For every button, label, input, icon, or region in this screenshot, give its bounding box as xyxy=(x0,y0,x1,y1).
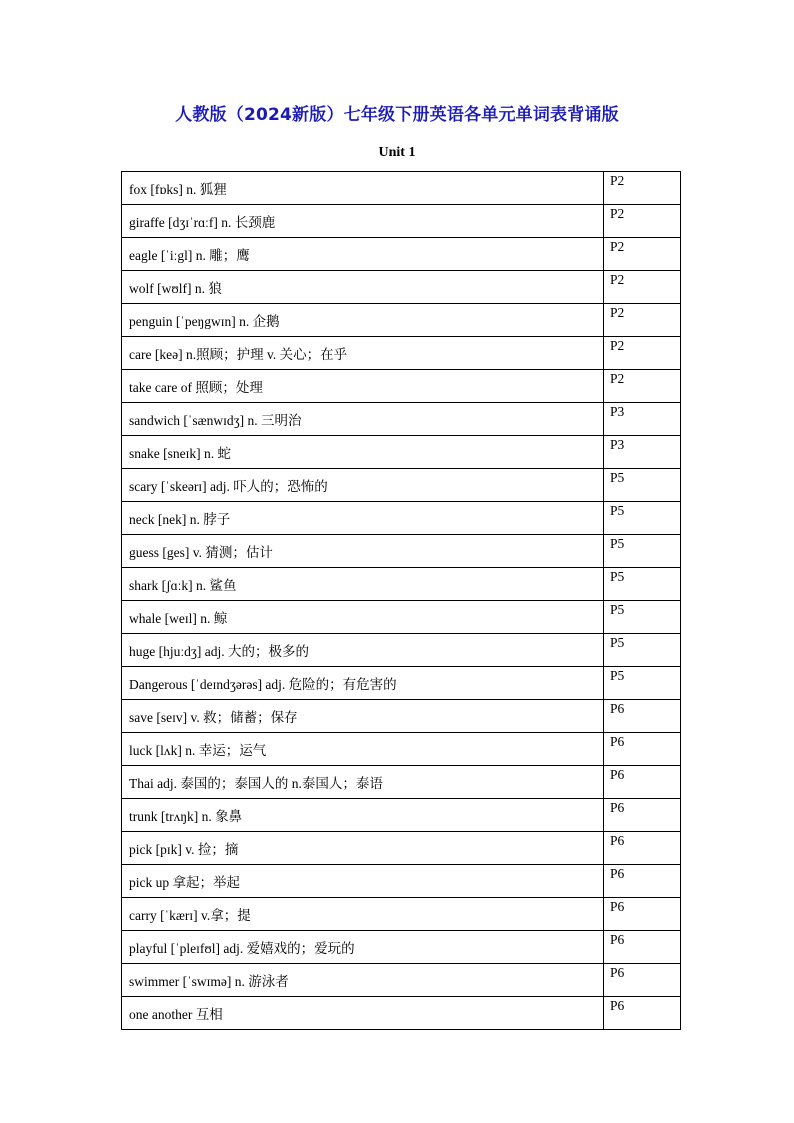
page-reference: P2 xyxy=(604,304,681,337)
page-reference: P5 xyxy=(604,535,681,568)
page-reference: P2 xyxy=(604,205,681,238)
page-reference: P2 xyxy=(604,271,681,304)
table-row xyxy=(122,469,681,502)
table-row xyxy=(122,865,681,898)
page-reference: P5 xyxy=(604,601,681,634)
vocab-entry: whale [weɪl] n. 鲸 xyxy=(122,601,604,634)
table-row xyxy=(122,799,681,832)
document-title: 人教版（2024新版）七年级下册英语各单元单词表背诵版 xyxy=(175,105,619,125)
vocabulary-table xyxy=(121,171,681,1030)
table-row xyxy=(122,667,681,700)
vocab-entry: pick up 拿起；举起 xyxy=(122,865,604,898)
vocab-entry: eagle [ˈiːgl] n. 雕；鹰 xyxy=(122,238,604,271)
page-reference: P5 xyxy=(604,502,681,535)
vocab-entry: carry [ˈkærɪ] v.拿；提 xyxy=(122,898,604,931)
page-reference: P6 xyxy=(604,766,681,799)
page-reference: P2 xyxy=(604,238,681,271)
table-row xyxy=(122,997,681,1030)
vocab-entry: Dangerous [ˈdeɪndʒərəs] adj. 危险的；有危害的 xyxy=(122,667,604,700)
page-reference: P5 xyxy=(604,469,681,502)
table-row xyxy=(122,535,681,568)
page-reference: P6 xyxy=(604,931,681,964)
table-row xyxy=(122,964,681,997)
vocab-entry: snake [sneɪk] n. 蛇 xyxy=(122,436,604,469)
table-row xyxy=(122,832,681,865)
page-reference: P6 xyxy=(604,832,681,865)
table-row xyxy=(122,436,681,469)
page-reference: P6 xyxy=(604,865,681,898)
page-reference: P6 xyxy=(604,898,681,931)
vocab-entry: giraffe [dʒɪˈrɑːf] n. 长颈鹿 xyxy=(122,205,604,238)
vocab-entry: playful [ˈpleɪfʊl] adj. 爱嬉戏的；爱玩的 xyxy=(122,931,604,964)
vocab-entry: swimmer [ˈswɪmə] n. 游泳者 xyxy=(122,964,604,997)
table-row xyxy=(122,766,681,799)
page-reference: P6 xyxy=(604,700,681,733)
page-reference: P5 xyxy=(604,634,681,667)
page-reference: P6 xyxy=(604,733,681,766)
page-reference: P6 xyxy=(604,997,681,1030)
page-reference: P5 xyxy=(604,667,681,700)
page-reference: P6 xyxy=(604,964,681,997)
table-row xyxy=(122,634,681,667)
table-row xyxy=(122,931,681,964)
page-reference: P3 xyxy=(604,436,681,469)
vocab-entry: penguin [ˈpeŋgwɪn] n. 企鹅 xyxy=(122,304,604,337)
table-row xyxy=(122,238,681,271)
vocab-entry: luck [lʌk] n. 幸运；运气 xyxy=(122,733,604,766)
table-row xyxy=(122,403,681,436)
table-row xyxy=(122,172,681,205)
table-row xyxy=(122,337,681,370)
page-reference: P5 xyxy=(604,568,681,601)
vocab-entry: shark [ʃɑːk] n. 鲨鱼 xyxy=(122,568,604,601)
vocab-entry: huge [hjuːdʒ] adj. 大的；极多的 xyxy=(122,634,604,667)
vocab-entry: one another 互相 xyxy=(122,997,604,1030)
table-row xyxy=(122,271,681,304)
table-row xyxy=(122,205,681,238)
table-row xyxy=(122,502,681,535)
page-reference: P2 xyxy=(604,370,681,403)
vocab-entry: guess [ges] v. 猜测；估计 xyxy=(122,535,604,568)
page-reference: P2 xyxy=(604,172,681,205)
vocab-entry: take care of 照顾；处理 xyxy=(122,370,604,403)
vocab-entry: Thai adj. 泰国的；泰国人的 n.泰国人；泰语 xyxy=(122,766,604,799)
vocabulary-table-body xyxy=(122,172,681,1030)
vocab-entry: sandwich [ˈsænwɪdʒ] n. 三明治 xyxy=(122,403,604,436)
page-reference: P3 xyxy=(604,403,681,436)
vocab-entry: care [keə] n.照顾；护理 v. 关心；在乎 xyxy=(122,337,604,370)
table-row xyxy=(122,733,681,766)
unit-heading: Unit 1 xyxy=(378,145,416,160)
table-row xyxy=(122,700,681,733)
table-row xyxy=(122,304,681,337)
vocab-entry: neck [nek] n. 脖子 xyxy=(122,502,604,535)
table-row xyxy=(122,898,681,931)
vocab-entry: fox [fɒks] n. 狐狸 xyxy=(122,172,604,205)
vocab-entry: pick [pɪk] v. 捡；摘 xyxy=(122,832,604,865)
vocab-entry: save [seɪv] v. 救；储蓄；保存 xyxy=(122,700,604,733)
table-row xyxy=(122,568,681,601)
vocab-entry: wolf [wʊlf] n. 狼 xyxy=(122,271,604,304)
table-row xyxy=(122,601,681,634)
table-row xyxy=(122,370,681,403)
vocab-entry: scary [ˈskeərɪ] adj. 吓人的；恐怖的 xyxy=(122,469,604,502)
vocab-entry: trunk [trʌŋk] n. 象鼻 xyxy=(122,799,604,832)
page-reference: P2 xyxy=(604,337,681,370)
page-reference: P6 xyxy=(604,799,681,832)
